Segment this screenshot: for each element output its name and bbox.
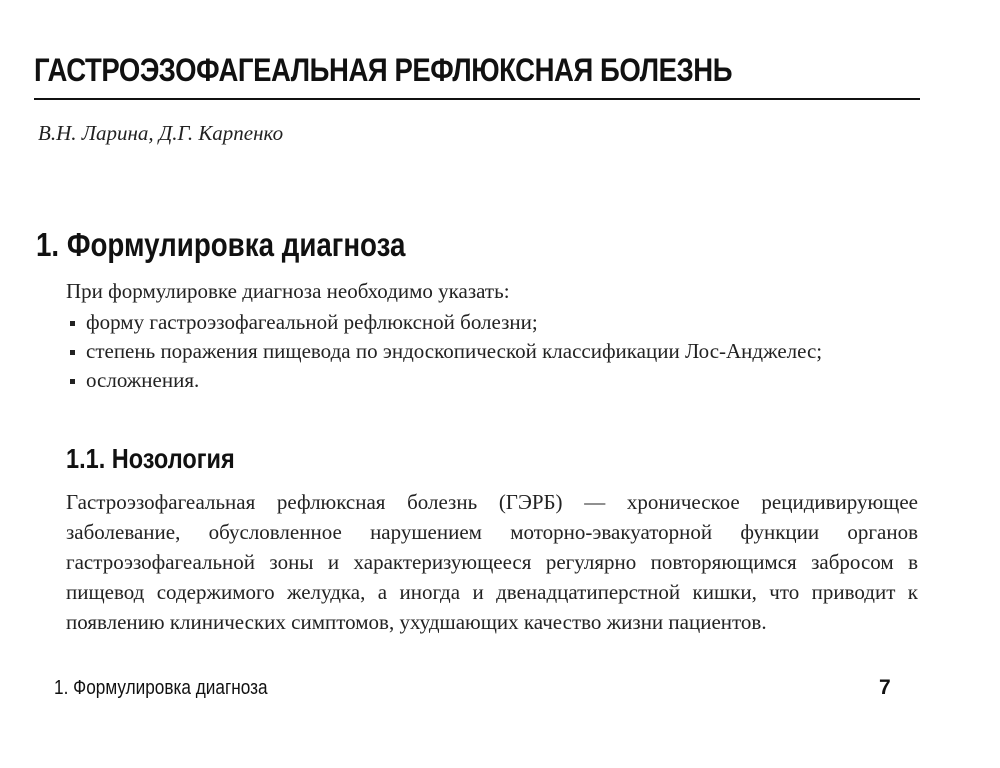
footer-section-label: 1. Формулировка диагноза xyxy=(54,677,268,699)
section-intro: При формулировке диагноза необходимо указать: xyxy=(66,279,510,303)
subsection-heading: 1.1. Нозология xyxy=(66,443,235,474)
page-number: 7 xyxy=(879,676,891,699)
bullet-list xyxy=(68,308,920,395)
list-item: форму гастроэзофагеальной рефлюксной болезни; xyxy=(68,308,920,337)
page-title: ГАСТРОЭЗОФАГЕАЛЬНАЯ РЕФЛЮКСНАЯ БОЛЕЗНЬ xyxy=(34,52,733,88)
section-heading: 1. Формулировка диагноза xyxy=(36,226,406,263)
list-item: степень поражения пищевода по эндоскопической классификации Лос-Анджелес; xyxy=(68,337,920,366)
authors-line: В.Н. Ларина, Д.Г. Карпенко xyxy=(38,121,284,145)
list-item: осложнения. xyxy=(68,366,920,395)
title-underline xyxy=(34,98,920,100)
body-paragraph: Гастроэзофагеальная рефлюксная болезнь (ГЭРБ) — хроническое рецидивирующее заболевание, обусловленное нарушением моторно-эвакуаторной функции органов гастроэзофагеальной зоны и характеризующееся регулярно повторяющимся забросом в пищевод содержимого желудка, а иногда и двенадцатиперстной кишки, что приводит к появлению клинических симптомов, ухудшающих качество жизни пациентов. xyxy=(66,490,918,634)
